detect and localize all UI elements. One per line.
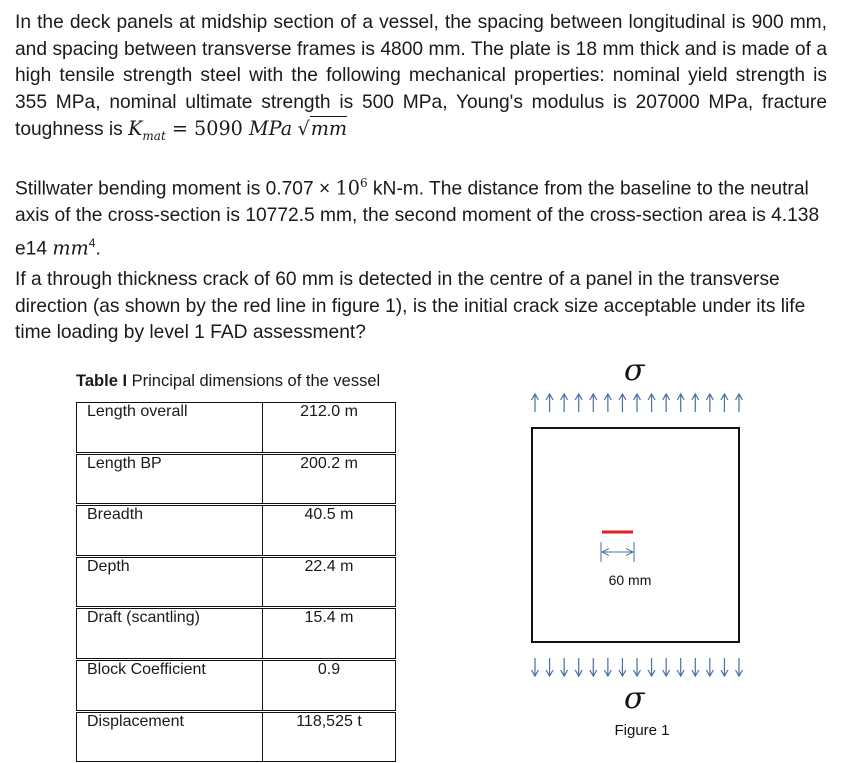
panel-plate xyxy=(532,428,739,642)
up-arrow-icon xyxy=(663,394,670,412)
down-arrow-icon xyxy=(532,658,539,676)
sqrt-sign: √ xyxy=(297,117,310,141)
figure-1-diagram xyxy=(515,350,775,750)
up-arrow-icon xyxy=(736,394,743,412)
down-arrow-icon xyxy=(604,658,611,676)
up-arrow-icon xyxy=(604,394,611,412)
down-arrow-icon xyxy=(561,658,568,676)
up-arrow-icon xyxy=(634,394,641,412)
stress-symbol-bottom: σ xyxy=(624,681,645,716)
up-arrow-icon xyxy=(619,394,626,412)
row-value: 0.9 xyxy=(263,659,396,711)
up-arrow-icon xyxy=(546,394,553,412)
k-mat-symbol: $K_{mat}$ xyxy=(128,117,166,144)
problem-paragraph-2: Stillwater bending moment is $0.707 \times 10^6$ kN-m. The distance from the baseline to the neutral axis of the cross-section is 10772.5 mm, the second moment of the cross-section area is 4.138 e14 $mm^4$. xyxy=(15,176,820,259)
moment-text: Stillwater bending moment is 0.707 × xyxy=(15,178,336,200)
table-row xyxy=(77,505,396,557)
table-caption-label: Table I xyxy=(76,372,128,390)
up-arrow-icon xyxy=(692,394,699,412)
row-value: 15.4 m xyxy=(263,608,396,660)
down-arrow-icon xyxy=(721,658,728,676)
table-row xyxy=(77,556,396,608)
neutral-axis-text: kN-m. The distance from the baseline to the neutral axis of the cross-section is 10772.5 mm, the second moment of the cross-section area is 4.138 e14 xyxy=(15,178,820,259)
down-arrow-icon xyxy=(634,658,641,676)
row-value: 118,525 t xyxy=(263,711,396,762)
table-row xyxy=(77,659,396,711)
inertia-unit-exponent: 4 xyxy=(88,235,96,250)
row-value: 22.4 m xyxy=(263,556,396,608)
table-caption-text: Principal dimensions of the vessel xyxy=(127,372,381,390)
down-arrow-icon xyxy=(546,658,553,676)
row-value: 212.0 m xyxy=(263,403,396,454)
row-name: Displacement xyxy=(77,711,263,762)
up-arrow-icon xyxy=(575,394,582,412)
sqrt-mm: mm xyxy=(310,117,348,141)
down-arrow-icon xyxy=(619,658,626,676)
row-name: Depth xyxy=(77,556,263,608)
problem-text-1: In the deck panels at midship section of a vessel, the spacing between longitudinal is 900 mm, and spacing between transverse frames is 4800 mm. The plate is 18 mm thick and is made of a high tensile strength steel with the following mechanical properties: nominal yield strength is 355 MPa, nominal ultimate strength is 500 MPa, Young's modulus is 207000 MPa, fracture toughness is xyxy=(15,12,827,141)
moment-base: 10 xyxy=(335,176,360,200)
down-arrow-icon xyxy=(706,658,713,676)
figure-caption: Figure 1 xyxy=(614,722,670,739)
problem-paragraph-3: If a through thickness crack of 60 mm is detected in the centre of a panel in the transverse direction (as shown by the red line in figure 1), is the initial crack size acceptable under its life time loading by level 1 FAD assessment? xyxy=(15,269,806,344)
table-row xyxy=(77,453,396,505)
inertia-unit: mm xyxy=(52,235,89,259)
dimensions-table xyxy=(76,402,396,762)
down-arrow-icon xyxy=(736,658,743,676)
up-arrow-icon xyxy=(721,394,728,412)
down-arrow-icon xyxy=(648,658,655,676)
k-mat-unit: MPa xyxy=(249,117,293,141)
down-arrow-icon xyxy=(590,658,597,676)
up-arrow-icon xyxy=(561,394,568,412)
row-name: Draft (scantling) xyxy=(77,608,263,660)
table-row xyxy=(77,711,396,762)
up-arrow-icon xyxy=(677,394,684,412)
row-value: 200.2 m xyxy=(263,453,396,505)
crack-size-label: 60 mm xyxy=(608,572,652,588)
table-row xyxy=(77,608,396,660)
problem-paragraph-1 xyxy=(15,10,827,150)
stress-symbol-top: σ xyxy=(624,353,645,388)
down-arrow-icon xyxy=(677,658,684,676)
up-arrow-icon xyxy=(532,394,539,412)
down-arrow-icon xyxy=(575,658,582,676)
down-arrow-icon xyxy=(663,658,670,676)
up-arrow-icon xyxy=(648,394,655,412)
table-row xyxy=(77,403,396,454)
tension-arrows-bottom xyxy=(532,658,743,676)
down-arrow-icon xyxy=(692,658,699,676)
up-arrow-icon xyxy=(590,394,597,412)
row-value: 40.5 m xyxy=(263,505,396,557)
row-name: Breadth xyxy=(77,505,263,557)
row-name: Block Coefficient xyxy=(77,659,263,711)
row-name: Length overall xyxy=(77,403,263,454)
moment-exponent: 6 xyxy=(359,176,368,190)
up-arrow-icon xyxy=(706,394,713,412)
k-mat-value: = 5090 xyxy=(165,117,249,141)
tension-arrows-top xyxy=(532,394,743,412)
table-caption xyxy=(76,372,380,391)
row-name: Length BP xyxy=(77,453,263,505)
